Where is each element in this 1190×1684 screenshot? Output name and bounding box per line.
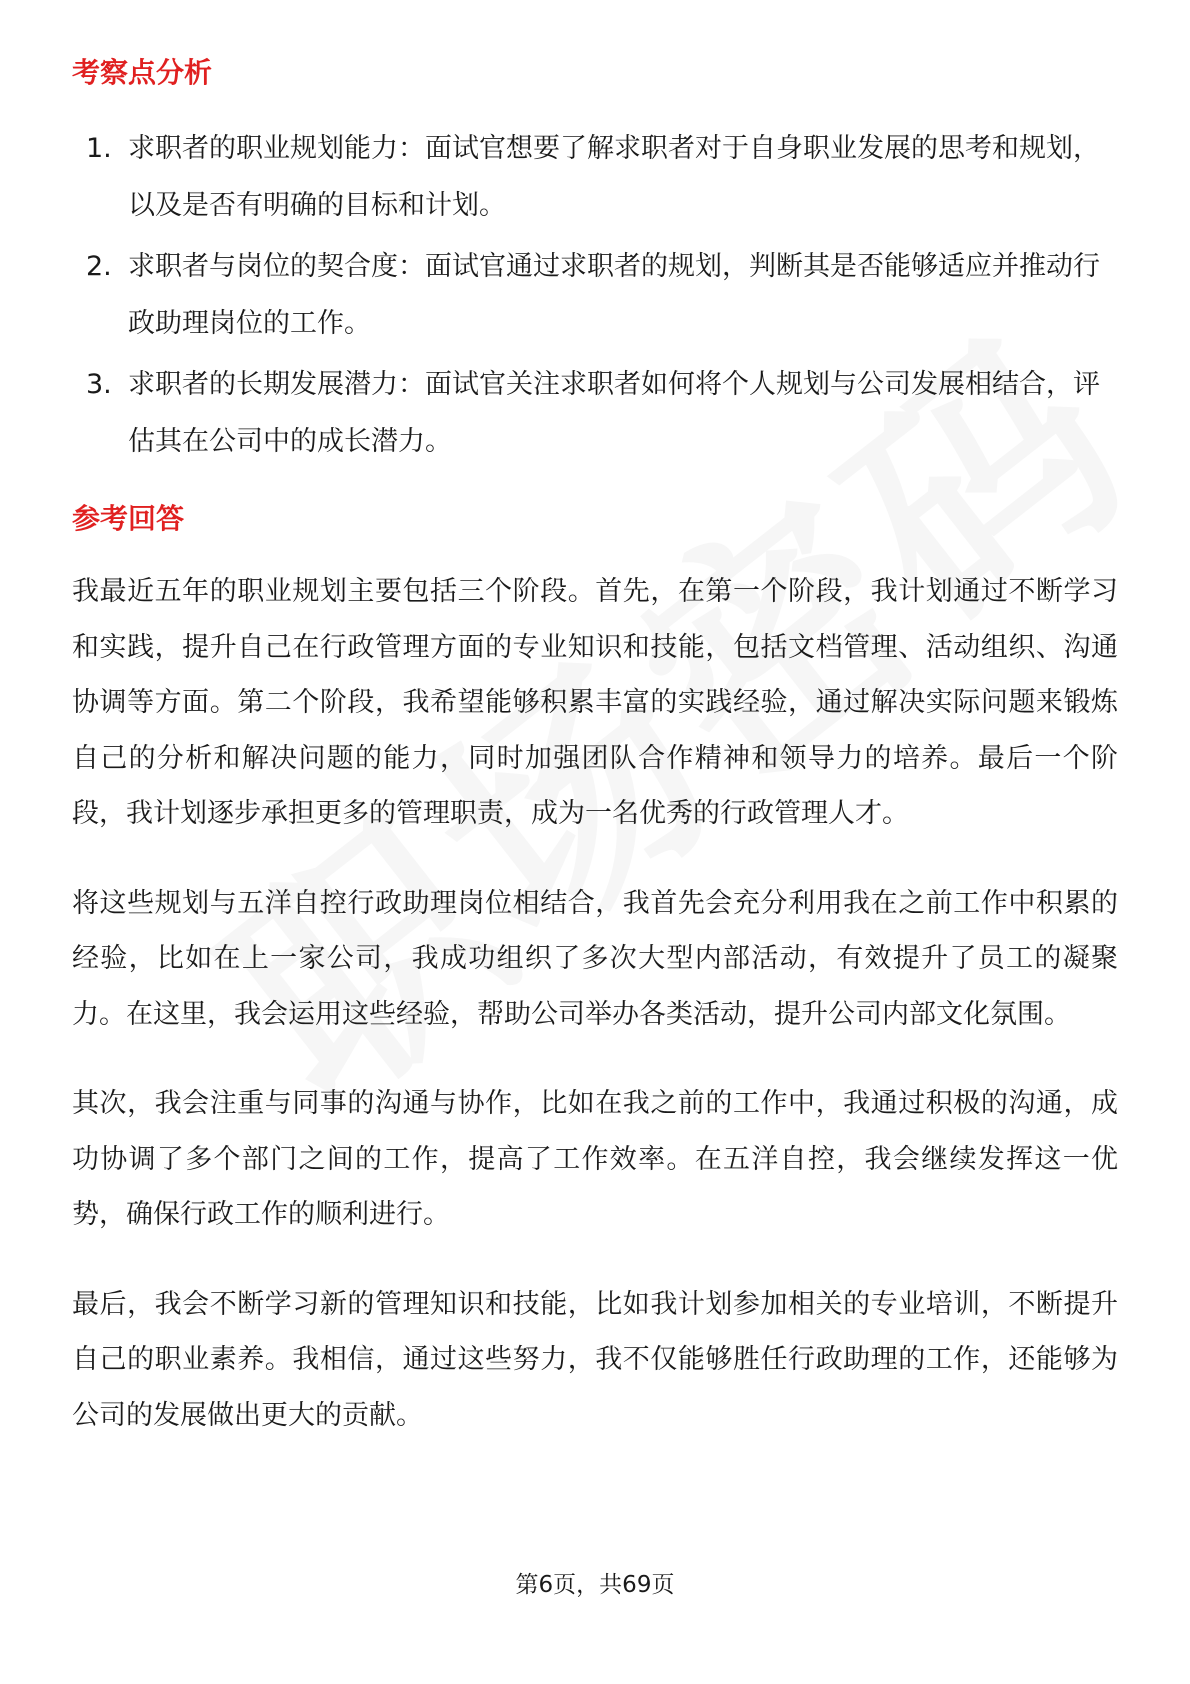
analysis-list xyxy=(72,120,1118,470)
answer-paragraph: 最后，我会不断学习新的管理知识和技能，比如我计划参加相关的专业培训，不断提升自己的职业素养。我相信，通过这些努力，我不仅能够胜任行政助理的工作，还能够为公司的发展做出更大的贡献。 xyxy=(72,1288,1118,1431)
answer-paragraph: 将这些规划与五洋自控行政助理岗位相结合，我首先会充分利用我在之前工作中积累的经验，比如在上一家公司，我成功组织了多次大型内部活动，有效提升了员工的凝聚力。在这里，我会运用这些经验，帮助公司举办各类活动，提升公司内部文化氛围。 xyxy=(72,887,1118,1030)
list-item-text: 求职者的长期发展潜力：面试官关注求职者如何将个人规划与公司发展相结合，评估其在公司中的成长潜力。 xyxy=(128,369,1100,457)
list-item-number: 1. xyxy=(86,133,112,164)
answer-heading: 参考回答 xyxy=(72,502,185,535)
list-item-text: 求职者与岗位的契合度：面试官通过求职者的规划，判断其是否能够适应并推动行政助理岗位的工作。 xyxy=(128,251,1100,339)
answer-paragraph: 其次，我会注重与同事的沟通与协作，比如在我之前的工作中，我通过积极的沟通，成功协调了多个部门之间的工作，提高了工作效率。在五洋自控，我会继续发挥这一优势，确保行政工作的顺利进行。 xyxy=(72,1088,1118,1230)
list-item xyxy=(72,356,1118,470)
list-item xyxy=(72,238,1118,352)
list-item-number: 3. xyxy=(86,369,112,400)
page-number: 第6页，共69页 xyxy=(515,1572,675,1598)
list-item-text: 求职者的职业规划能力：面试官想要了解求职者对于自身职业发展的思考和规划，以及是否有明确的目标和计划。 xyxy=(128,133,1100,221)
answer-paragraph: 我最近五年的职业规划主要包括三个阶段。首先，在第一个阶段，我计划通过不断学习和实践，提升自己在行政管理方面的专业知识和技能，包括文档管理、活动组织、沟通协调等方面。第二个阶段，我希望能够积累丰富的实践经验，通过解决实际问题来锻炼自己的分析和解决问题的能力，同时加强团队合作精神和领导力的培养。最后一个阶段，我计划逐步承担更多的管理职责，成为一名优秀的行政管理人才。 xyxy=(72,576,1118,829)
list-item-number: 2. xyxy=(86,251,112,282)
list-item xyxy=(72,120,1118,234)
analysis-heading: 考察点分析 xyxy=(72,56,213,89)
page-content xyxy=(72,48,1118,1477)
